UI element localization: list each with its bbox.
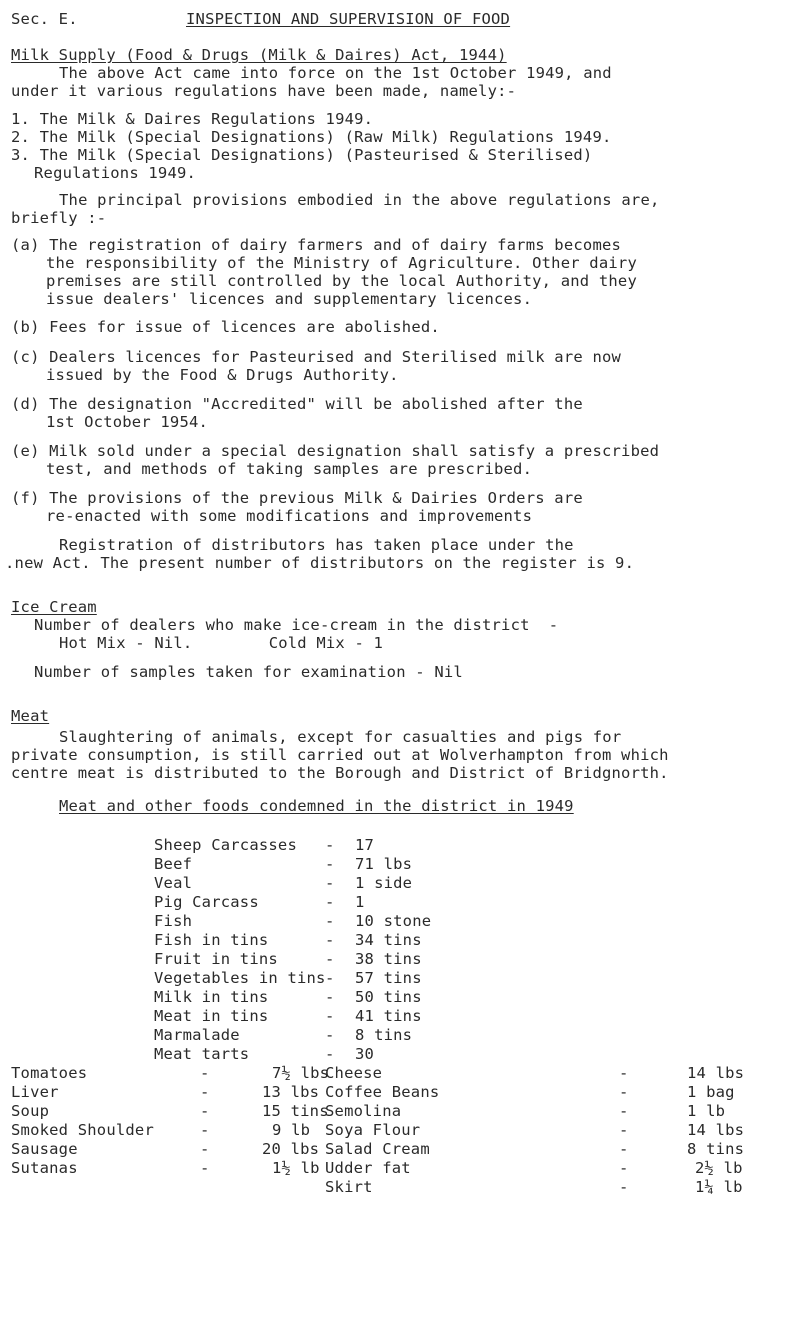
- condemned-item: Meat in tins: [154, 1007, 269, 1025]
- condemned-qty: 8 tins: [355, 1026, 413, 1044]
- meat-heading: Meat: [11, 707, 50, 725]
- condemned-item: Vegetables in tins: [154, 969, 326, 987]
- ice-cream-samples: Number of samples taken for examination - Nil: [34, 663, 463, 681]
- condemned-item: Marmalade: [154, 1026, 240, 1044]
- registration-distributors: Registration of distributors has taken place under the: [59, 536, 574, 554]
- provisions-intro: The principal provisions embodied in the above regulations are,: [59, 191, 660, 209]
- condemned-qty: 30: [355, 1045, 375, 1063]
- condemned-qty: 7½ lbs: [272, 1064, 330, 1082]
- condemned-qty: 10 stone: [355, 912, 432, 930]
- condemned-qty: 17: [355, 836, 375, 854]
- meat-paragraph-2: private consumption, is still carried out at Wolverhampton from which: [11, 746, 669, 764]
- dash: -: [325, 836, 335, 854]
- dash: -: [200, 1064, 210, 1082]
- dash: -: [619, 1140, 629, 1158]
- condemned-qty: 14 lbs: [687, 1064, 745, 1082]
- condemned-item: Tomatoes: [11, 1064, 88, 1082]
- provision-a-2: the responsibility of the Ministry of Agriculture. Other dairy: [46, 254, 637, 272]
- regulation-3: 3. The Milk (Special Designations) (Pasteurised & Sterilised): [11, 146, 593, 164]
- provision-d: (d) The designation "Accredited" will be abolished after the: [11, 395, 583, 413]
- dash: -: [325, 912, 335, 930]
- dash: -: [619, 1178, 629, 1196]
- condemned-qty: 20 lbs: [262, 1140, 320, 1158]
- registration-distributors-2: .new Act. The present number of distributors on the register is 9.: [5, 554, 635, 572]
- condemned-qty: 50 tins: [355, 988, 422, 1006]
- dash: -: [325, 950, 335, 968]
- condemned-heading: Meat and other foods condemned in the district in 1949: [59, 797, 574, 815]
- dash: -: [325, 931, 335, 949]
- meat-paragraph-1: Slaughtering of animals, except for casualties and pigs for: [59, 728, 622, 746]
- provision-c-2: issued by the Food & Drugs Authority.: [46, 366, 399, 384]
- provision-c: (c) Dealers licences for Pasteurised and Sterilised milk are now: [11, 348, 622, 366]
- dash: -: [200, 1102, 210, 1120]
- section-label: Sec. E.: [11, 10, 78, 28]
- milk-intro-1: The above Act came into force on the 1st October 1949, and: [59, 64, 612, 82]
- ice-cream-dealers: Number of dealers who make ice-cream in the district -: [34, 616, 559, 634]
- milk-heading: Milk Supply (Food & Drugs (Milk & Daires) Act, 1944): [11, 46, 507, 64]
- provision-b: (b) Fees for issue of licences are abolished.: [11, 318, 440, 336]
- condemned-item: Salad Cream: [325, 1140, 430, 1158]
- condemned-qty: 9 lb: [272, 1121, 311, 1139]
- regulation-2: 2. The Milk (Special Designations) (Raw Milk) Regulations 1949.: [11, 128, 612, 146]
- dash: -: [325, 1026, 335, 1044]
- condemned-item: Fish: [154, 912, 193, 930]
- dash: -: [325, 874, 335, 892]
- condemned-item: Fish in tins: [154, 931, 269, 949]
- condemned-qty: 57 tins: [355, 969, 422, 987]
- condemned-item: Semolina: [325, 1102, 402, 1120]
- condemned-qty: 15 tins: [262, 1102, 329, 1120]
- condemned-item: Soya Flour: [325, 1121, 421, 1139]
- dash: -: [200, 1121, 210, 1139]
- condemned-qty: 1 side: [355, 874, 413, 892]
- condemned-item: Smoked Shoulder: [11, 1121, 154, 1139]
- milk-intro-2: under it various regulations have been made, namely:-: [11, 82, 517, 100]
- provisions-intro-2: briefly :-: [11, 209, 107, 227]
- condemned-qty: 14 lbs: [687, 1121, 745, 1139]
- condemned-item: Liver: [11, 1083, 59, 1101]
- condemned-qty: 41 tins: [355, 1007, 422, 1025]
- condemned-qty: 71 lbs: [355, 855, 413, 873]
- ice-cream-heading: Ice Cream: [11, 598, 97, 616]
- dash: -: [325, 969, 335, 987]
- dash: -: [619, 1102, 629, 1120]
- condemned-item: Beef: [154, 855, 193, 873]
- meat-paragraph-3: centre meat is distributed to the Borough and District of Bridgnorth.: [11, 764, 669, 782]
- condemned-item: Milk in tins: [154, 988, 269, 1006]
- regulation-3-cont: Regulations 1949.: [34, 164, 197, 182]
- condemned-item: Cheese: [325, 1064, 383, 1082]
- provision-a-3: premises are still controlled by the local Authority, and they: [46, 272, 637, 290]
- condemned-qty: 8 tins: [687, 1140, 745, 1158]
- provision-f-2: re-enacted with some modifications and improvements: [46, 507, 533, 525]
- dash: -: [200, 1083, 210, 1101]
- condemned-qty: 1¼ lb: [695, 1178, 743, 1196]
- condemned-item: Udder fat: [325, 1159, 411, 1177]
- condemned-qty: 13 lbs: [262, 1083, 320, 1101]
- condemned-item: Sutanas: [11, 1159, 78, 1177]
- condemned-item: Sausage: [11, 1140, 78, 1158]
- condemned-item: Meat tarts: [154, 1045, 250, 1063]
- dash: -: [619, 1121, 629, 1139]
- provision-d-2: 1st October 1954.: [46, 413, 209, 431]
- dash: -: [619, 1159, 629, 1177]
- condemned-item: Skirt: [325, 1178, 373, 1196]
- regulation-1: 1. The Milk & Daires Regulations 1949.: [11, 110, 374, 128]
- condemned-item: Veal: [154, 874, 193, 892]
- dash: -: [325, 893, 335, 911]
- dash: -: [325, 1045, 335, 1063]
- page-title: INSPECTION AND SUPERVISION OF FOOD: [186, 10, 511, 28]
- condemned-qty: 1: [355, 893, 365, 911]
- condemned-qty: 1½ lb: [272, 1159, 320, 1177]
- condemned-qty: 2½ lb: [695, 1159, 743, 1177]
- dash: -: [325, 855, 335, 873]
- provision-a: (a) The registration of dairy farmers and of dairy farms becomes: [11, 236, 622, 254]
- ice-cream-mix: Hot Mix - Nil. Cold Mix - 1: [59, 634, 384, 652]
- dash: -: [200, 1140, 210, 1158]
- dash: -: [325, 988, 335, 1006]
- condemned-item: Coffee Beans: [325, 1083, 440, 1101]
- dash: -: [619, 1083, 629, 1101]
- provision-e-2: test, and methods of taking samples are prescribed.: [46, 460, 533, 478]
- provision-f: (f) The provisions of the previous Milk & Dairies Orders are: [11, 489, 583, 507]
- condemned-item: Pig Carcass: [154, 893, 259, 911]
- dash: -: [619, 1064, 629, 1082]
- provision-e: (e) Milk sold under a special designation shall satisfy a prescribed: [11, 442, 660, 460]
- condemned-qty: 1 lb: [687, 1102, 726, 1120]
- provision-a-4: issue dealers' licences and supplementary licences.: [46, 290, 533, 308]
- condemned-qty: 1 bag: [687, 1083, 735, 1101]
- condemned-item: Sheep Carcasses: [154, 836, 297, 854]
- condemned-qty: 38 tins: [355, 950, 422, 968]
- dash: -: [200, 1159, 210, 1177]
- condemned-item: Soup: [11, 1102, 50, 1120]
- condemned-qty: 34 tins: [355, 931, 422, 949]
- condemned-item: Fruit in tins: [154, 950, 278, 968]
- dash: -: [325, 1007, 335, 1025]
